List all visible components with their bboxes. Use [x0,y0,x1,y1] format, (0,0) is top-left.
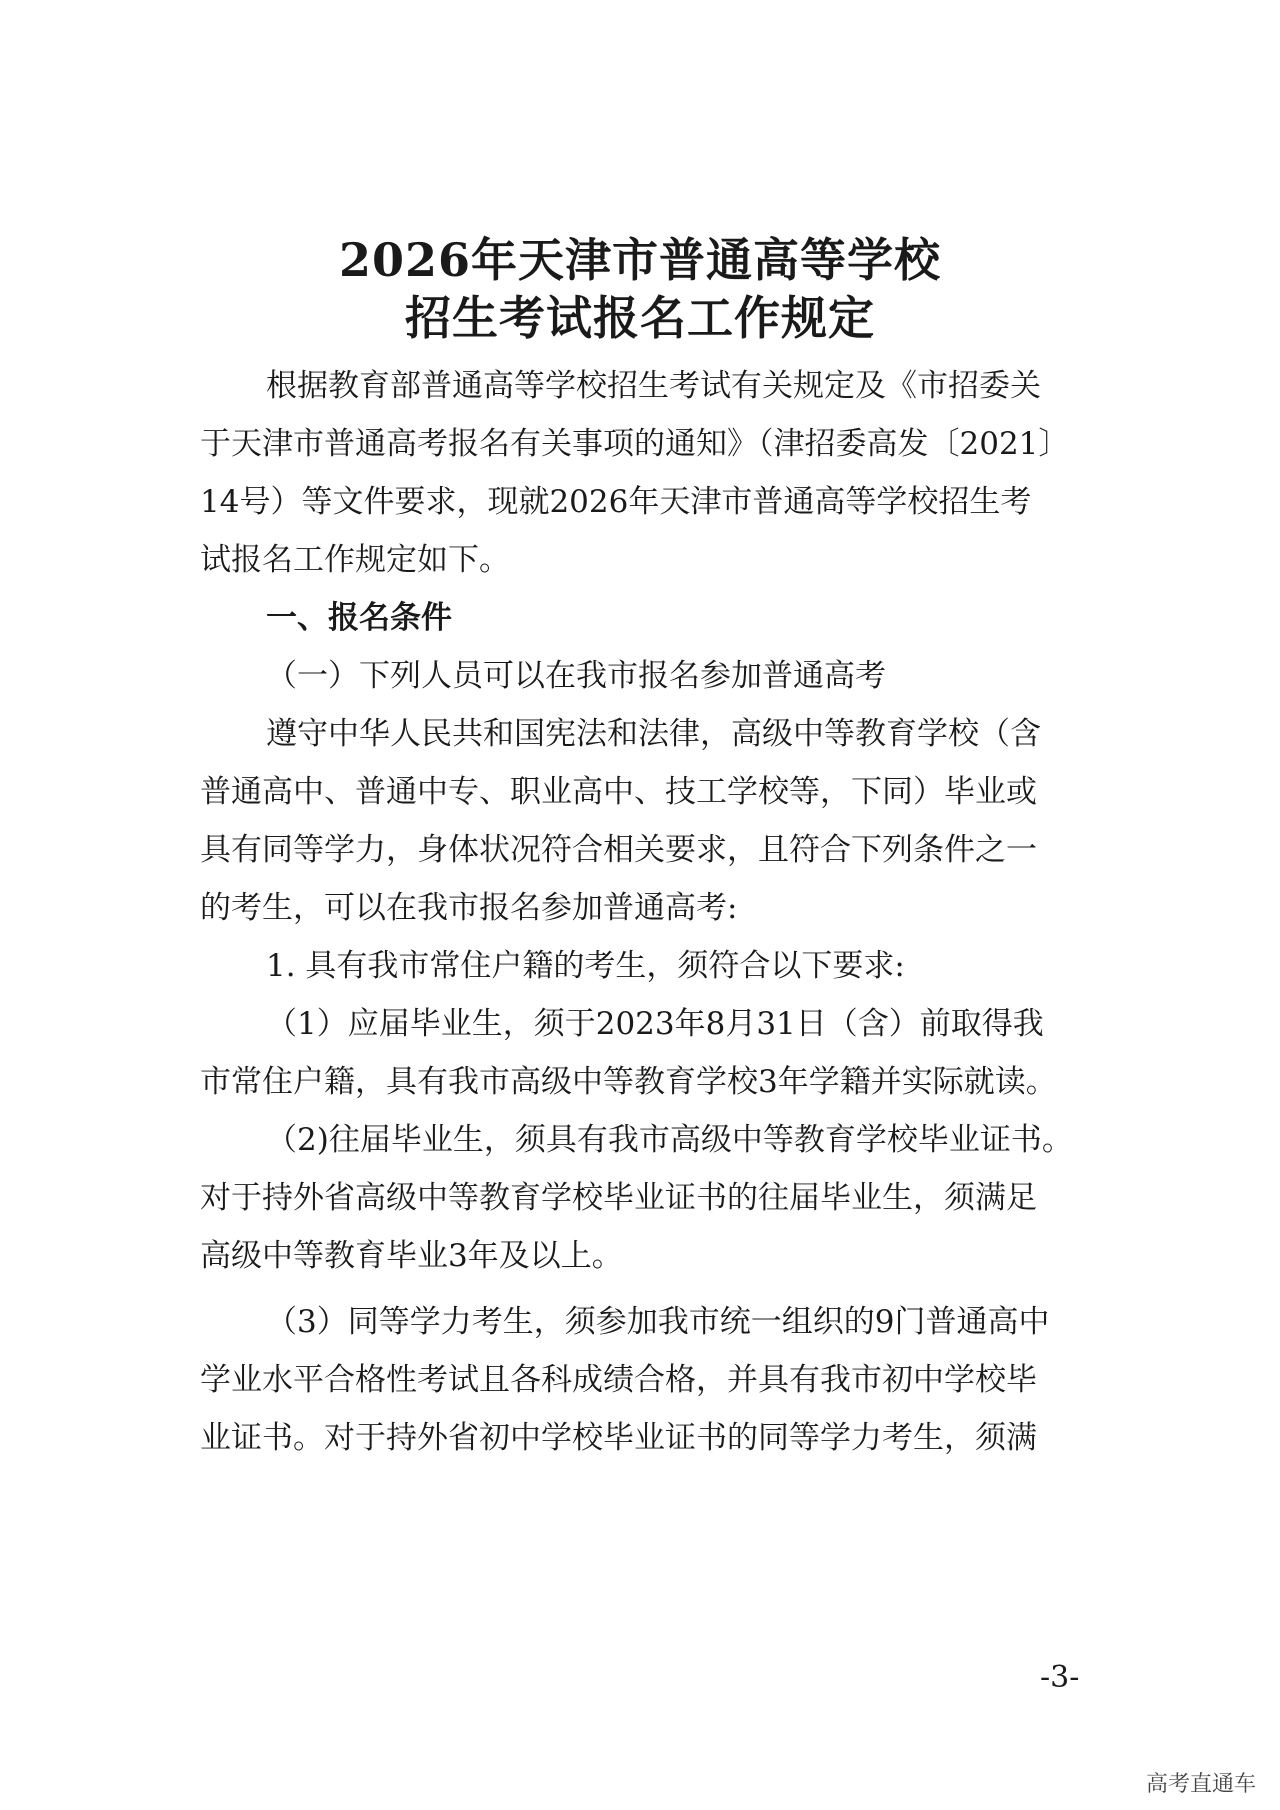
watermark-text: 高考直通车 [1145,1772,1256,1797]
body-line-2: 于天津市普通高考报名有关事项的通知》（津招委高发〔2021〕 [200,426,1070,462]
body-line-8: 普通高中、普通中专、职业高中、技工学校等，下同）毕业或 [200,774,1037,810]
document-title-line-1: 2026年天津市普通高等学校 [338,233,942,287]
body-line-11: 1. 具有我市常住户籍的考生，须符合以下要求: [266,948,905,984]
body-line-13: 市常住户籍，具有我市高级中等教育学校3年学籍并实际就读。 [200,1064,1057,1100]
body-line-9: 具有同等学力，身体状况符合相关要求，且符合下列条件之一 [200,832,1037,868]
body-line-18: 学业水平合格性考试且各科成绩合格，并具有我市初中学校毕 [200,1362,1037,1398]
body-line-15: 对于持外省高级中等教育学校毕业证书的往届毕业生，须满足 [200,1180,1037,1216]
body-line-14: （2)往届毕业生，须具有我市高级中等教育学校毕业证书。 [266,1122,1073,1158]
subsection-heading: （一）下列人员可以在我市报名参加普通高考 [266,658,886,694]
body-line-12: （1）应届毕业生，须于2023年8月31日（含）前取得我 [266,1006,1044,1042]
page-number: -3- [1040,1660,1080,1695]
body-line-17: （3）同等学力考生，须参加我市统一组织的9门普通高中 [266,1304,1050,1340]
section-heading: 一、报名条件 [266,600,452,636]
body-line-7: 遵守中华人民共和国宪法和法律，高级中等教育学校（含 [266,716,1041,752]
body-line-10: 的考生，可以在我市报名参加普通高考: [200,890,738,926]
body-line-1: 根据教育部普通高等学校招生考试有关规定及《市招委关 [266,368,1041,404]
body-line-16: 高级中等教育毕业3年及以上。 [200,1238,623,1274]
document-title-line-2: 招生考试报名工作规定 [405,291,875,345]
body-line-4: 试报名工作规定如下。 [200,542,510,578]
body-line-19: 业证书。对于持外省初中学校毕业证书的同等学力考生，须满 [200,1420,1037,1456]
body-line-3: 14号）等文件要求，现就2026年天津市普通高等学校招生考 [200,484,1032,520]
